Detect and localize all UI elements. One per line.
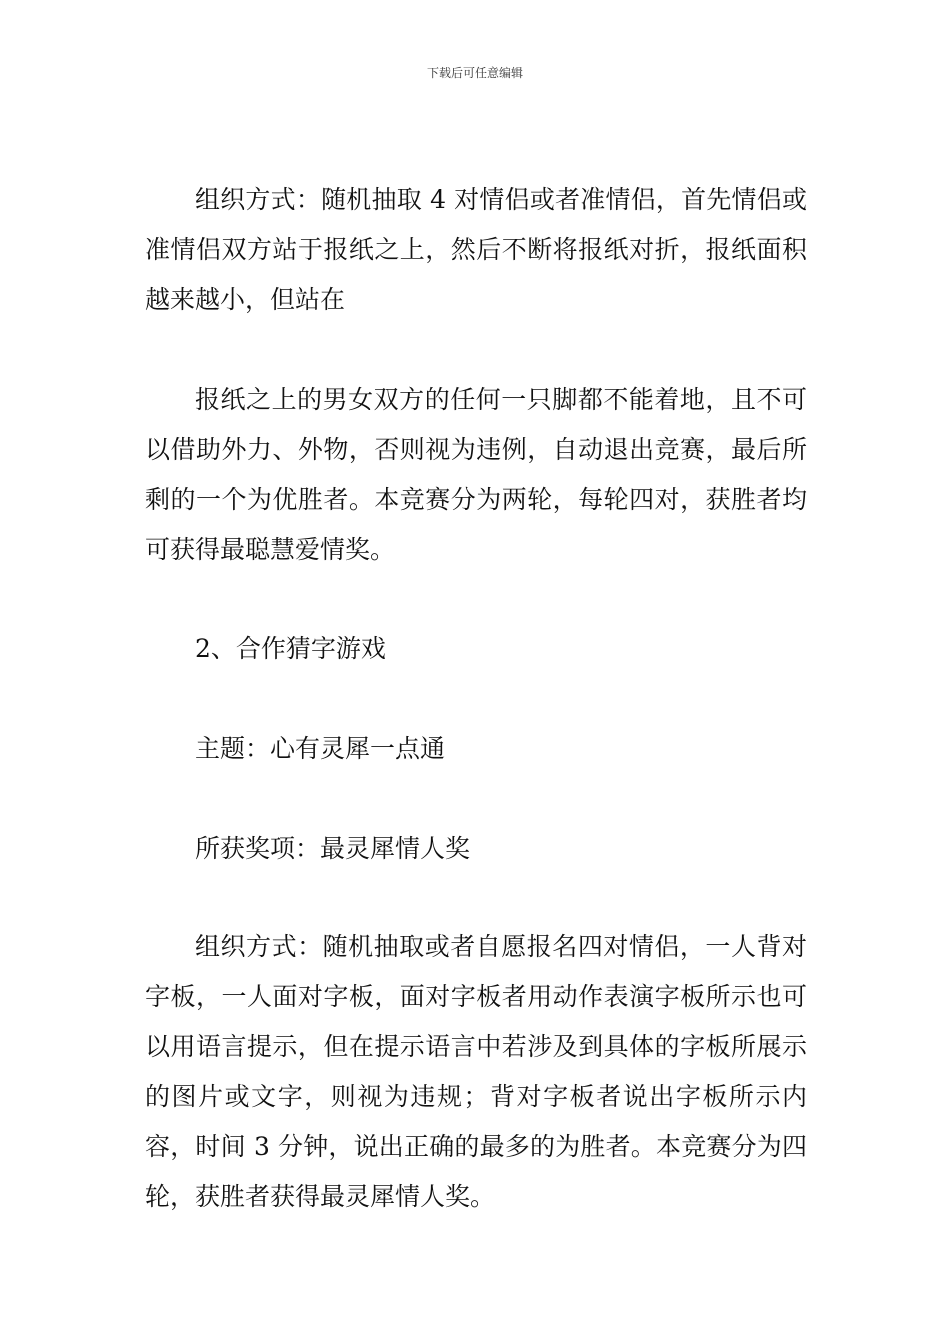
paragraph-theme: 主题：心有灵犀一点通 [195, 734, 446, 763]
paragraph-organization-method-1: 组织方式：随机抽取 4 对情侣或者准情侣，首先情侣或准情侣双方站于报纸之上，然后不断将报纸对折，报纸面积越来越小，但站在 [145, 185, 807, 314]
paragraph-award: 所获奖项：最灵犀情人奖 [195, 834, 471, 863]
paragraph-organization-method-2: 组织方式：随机抽取或者自愿报名四对情侣，一人背对字板，一人面对字板，面对字板者用动作表演字板所示也可以用语言提示，但在提示语言中若涉及到具体的字板所展示的图片或文字，则视为违规；背对字板者说出字板所示内容，时间 3 分钟，说出正确的最多的为胜者。本竞赛分为四轮，获胜者获得最灵犀情人奖。 [145, 932, 807, 1211]
page-header: 下载后可任意编辑 [426, 66, 523, 80]
section-heading-guess-word-game: 2、合作猜字游戏 [195, 634, 386, 663]
paragraph-rules-continued: 报纸之上的男女双方的任何一只脚都不能着地，且不可以借助外力、外物，否则视为违例，自动退出竞赛，最后所剩的一个为优胜者。本竞赛分为两轮，每轮四对，获胜者均可获得最聪慧爱情奖。 [145, 385, 807, 564]
